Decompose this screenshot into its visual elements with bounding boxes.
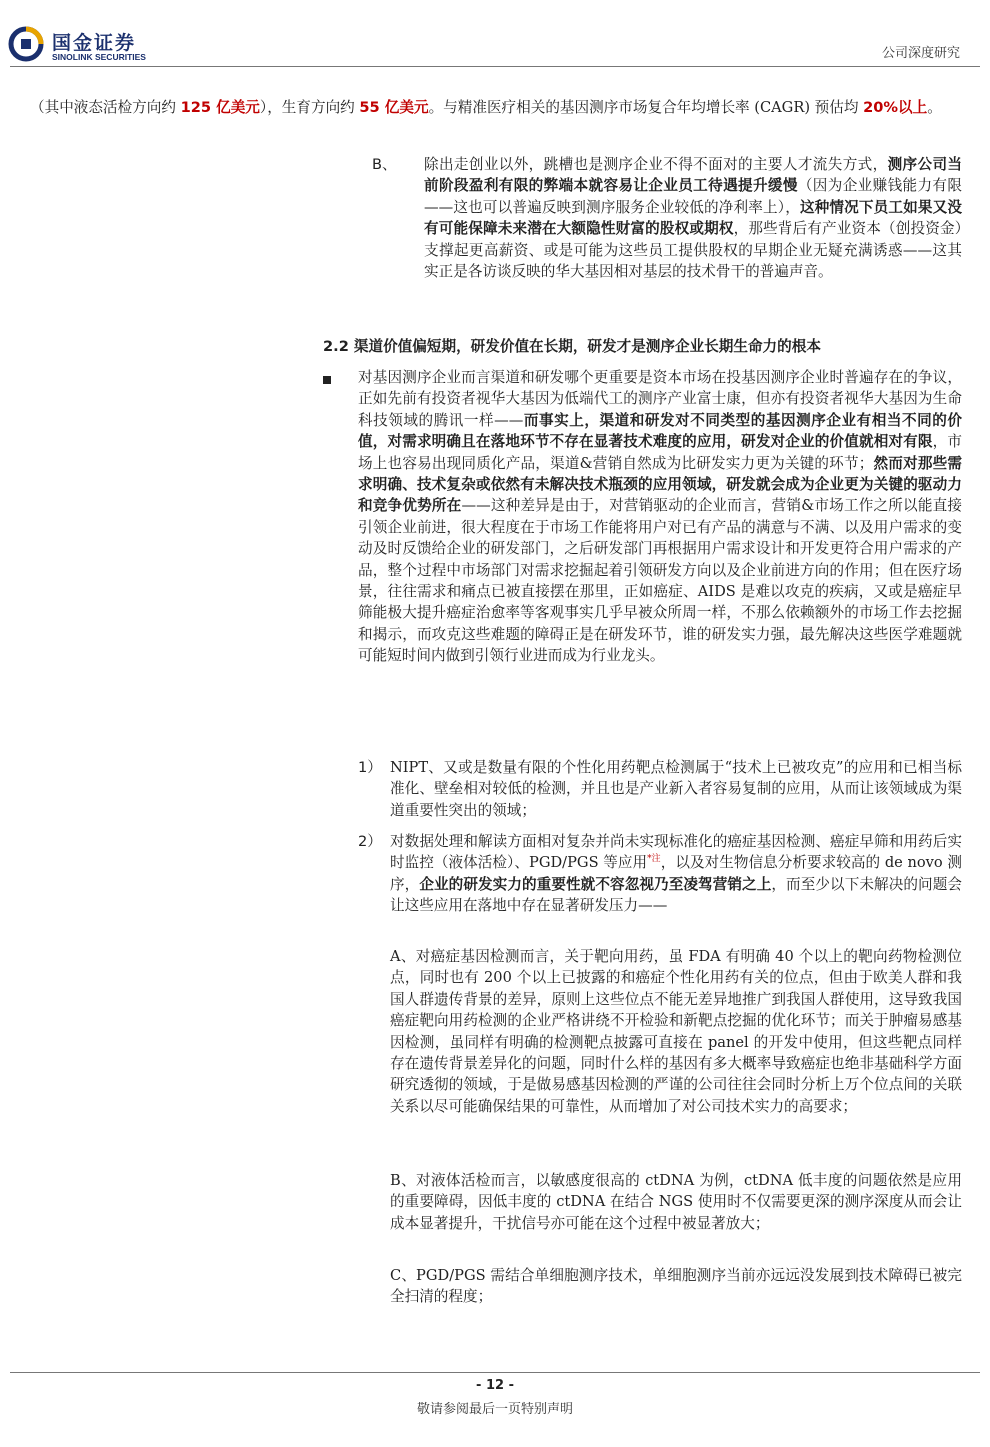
intro-text-4: 。 — [927, 99, 942, 116]
liquid-biopsy-market-value: 125 亿美元 — [180, 99, 260, 116]
bullet-text-1: 对基因测序企业而言渠道和研发哪个更重要是资本市场在投基因测序企业时普遍存在的争议，正如先前有投资者视华大基因为低端代工的测序产业富士康，但亦有投资者视华大基因为生命科技领域的腾讯一样—— — [358, 369, 962, 429]
point-2-bold-1: 企业的研发实力的重要性就不容忽视乃至凌驾营销之上 — [419, 875, 772, 893]
company-logo — [8, 26, 178, 66]
item-b-text-1: 除出走创业以外，跳槽也是测序企业不得不面对的主要人才流失方式， — [424, 156, 888, 173]
bullet-bold-2: 然而对那些需求明确、技术复杂或依然有未解决技术瓶颈的应用领域，研发就会成为企业更为关键的驱动力和竞争优势所在 — [358, 454, 962, 515]
sinolink-logo-icon — [8, 26, 44, 62]
item-b-marker: B、 — [372, 156, 397, 173]
footer-divider — [10, 1372, 980, 1373]
footnote-marker: *注 — [647, 854, 661, 865]
bullet-text-3: ——这种差异是由于，对营销驱动的企业而言，营销&市场工作之所以能直接引领企业前进，很大程度在于市场工作能将用户对已有产品的满意与不满、以及用户需求的变动及时反馈给企业的研发部门，之后研发部门再根据用户需求设计和开发更符合用户需求的产品，整个过程中市场部门对需求挖掘起着引领研发方向以及企业前进方向的作用；但在医疗场景，往往需求和痛点已被直接摆在那里，正如癌症、AIDS 是难以攻克的疾病，又或是癌症早筛能极大提升癌症治愈率等客观事实几乎早被众所周一样，不那么依赖额外的市场工作去挖掘和揭示，而攻克这些难题的障碍正是在研发环节，谁的研发实力强，最先解决这些医学难题就可能短时间内做到引领行业进而成为行业龙头。 — [358, 497, 962, 665]
point-1-marker: 1） — [358, 759, 382, 776]
item-b-paragraph — [424, 154, 962, 282]
logo-english-name: SINOLINK SECURITIES — [52, 52, 146, 62]
sub-point-b: B、对液体活检而言，以敏感度很高的 ctDNA 为例，ctDNA 低丰度的问题依然是应用的重要障碍，因低丰度的 ctDNA 在结合 NGS 使用时不仅需要更深的测序深度从而会让成本显著提升，干扰信号亦可能在这个过程中被显著放大； — [390, 1172, 962, 1232]
bullet-square-icon — [323, 376, 331, 384]
item-b-bold-2: 这种情况下员工如果又没有可能保障未来潜在大额隐性财富的股权或期权 — [424, 198, 962, 238]
point-2-paragraph — [390, 831, 962, 917]
bullet-bold-1: 而事实上，渠道和研发对不同类型的基因测序企业有相当不同的价值，对需求明确且在落地环节不存在显著技术难度的应用，研发对企业的价值就相对有限 — [358, 411, 962, 451]
intro-text-3: 。与精准医疗相关的基因测序市场复合年均增长率 (CAGR) 预估均 — [428, 99, 864, 116]
page-number: - 12 - — [476, 1378, 514, 1393]
point-2-text-1: 对数据处理和解读方面相对复杂并尚未实现标准化的癌症基因检测、癌症早筛和用药后实时监控（液体活检）、PGD/PGS 等应用 — [390, 833, 962, 872]
sub-point-c: C、PGD/PGS 需结合单细胞测序技术，单细胞测序当前亦远远没发展到技术障碍已被完全扫清的程度； — [390, 1267, 962, 1306]
bullet-text-2: ，市场上也容易出现同质化产品，渠道&营销自然成为比研发实力更为关键的环节； — [358, 433, 962, 472]
page-header — [0, 0, 990, 70]
report-type: 公司深度研究 — [881, 46, 960, 61]
item-b-bold-1: 测序公司当前阶段盈利有限的弊端本就容易让企业员工待遇提升缓慢 — [424, 156, 962, 195]
point-2-text-2: ，以及对生物信息分析要求较高的 de novo 测序， — [390, 854, 962, 893]
intro-text-2: ），生育方向约 — [259, 99, 360, 116]
point-1-paragraph: NIPT、又或是数量有限的个性化用药靶点检测属于“技术上已被攻克”的应用和已相当标准化、壁垒相对较低的检测，并且也是产业新入者容易复制的应用，从而让该领域成为渠道重要性突出的领域； — [390, 759, 962, 819]
sub-point-a: A、对癌症基因检测而言，关于靶向用药，虽 FDA 有明确 40 个以上的靶向药物检测位点，同时也有 200 个以上已披露的和癌症个性化用药有关的位点，但由于欧美人群和我国人群遗传背景的差异，原则上这些位点不能无差异地推广到我国人群使用，这导致我国癌症靶向用药检测的企业严格讲绕不开检验和新靶点挖掘的优化环节；而关于肿瘤易感基因检测，虽同样有明确的检测靶点披露可直接在 panel 的开发中使用，但这些靶点同样存在遗传背景差异化的问题，同时什么样的基因有多大概率导致癌症也绝非基础科学方面研究透彻的领域，于是做易感基因检测的严谨的公司往往会同时分析上万个位点间的关联关系以尽可能确保结果的可靠性，从而增加了对公司技术实力的高要求； — [390, 948, 962, 1115]
header-divider — [10, 66, 980, 67]
main-bullet-paragraph — [358, 367, 962, 667]
cagr-value: 20%以上 — [863, 99, 928, 116]
item-b-text-3: ，那些背后有产业资本（创投资金）支撑起更高薪资、或是可能为这些员工提供股权的早期企业无疑充满诱惑——这其实正是各访谈反映的华大基因相对基层的技术骨干的普遍声音。 — [424, 220, 962, 281]
item-b-text-2: （因为企业赚钱能力有限——这也可以普遍反映到测序服务企业较低的净利率上）， — [424, 177, 962, 216]
section-heading-2-2: 2.2 渠道价值偏短期，研发价值在长期，研发才是测序企业长期生命力的根本 — [323, 338, 821, 355]
intro-text-1: （其中液态活检方向约 — [30, 99, 181, 116]
disclaimer-note: 敬请参阅最后一页特别声明 — [416, 1402, 573, 1417]
logo-chinese-name: 国金证券 — [52, 32, 137, 54]
reproductive-market-value: 55 亿美元 — [359, 99, 429, 116]
point-2-text-3: ，而至少以下未解决的问题会让这些应用在落地中存在显著研发压力—— — [390, 875, 962, 915]
point-2-marker: 2） — [358, 833, 382, 850]
intro-paragraph — [30, 97, 968, 118]
